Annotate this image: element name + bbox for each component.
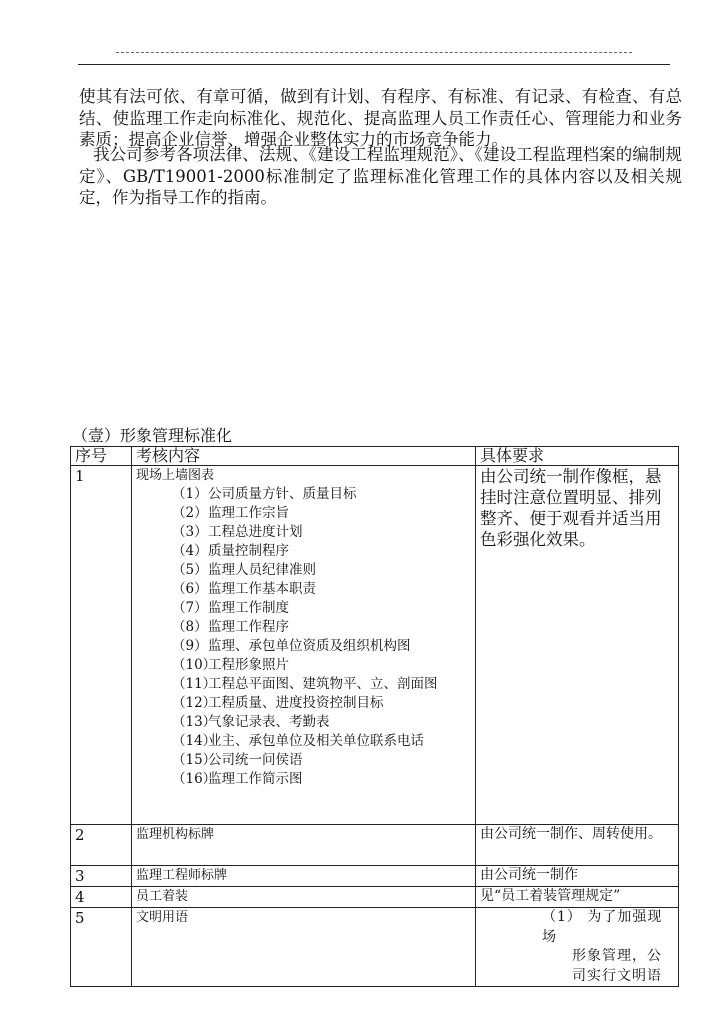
list-item: （10）工程形象照片 — [172, 657, 289, 673]
row-requirement: （1） 为了加强现场 形象管理，公 司实行文明语 — [476, 908, 679, 987]
standards-table — [70, 446, 679, 987]
header-requirement: 具体要求 — [476, 447, 679, 466]
row-number: 3 — [71, 866, 132, 887]
list-item: （15）公司统一问侯语 — [172, 752, 303, 768]
row-content: 员工着装 — [132, 887, 476, 908]
list-item: （7）监理工作制度 — [172, 600, 289, 616]
list-item: （9）监理、承包单位资质及组织机构图 — [172, 638, 411, 654]
row-requirement: 由公司统一制作、周转使用。 — [476, 825, 679, 866]
row-requirement: 见“员工着装管理规定” — [476, 887, 679, 908]
list-item: （16）监理工作简示图 — [172, 771, 303, 787]
table-header-row — [71, 447, 679, 466]
paragraph-intro: 使其有法可依、有章可循，做到有计划、有程序、有标准、有记录、有检查、有总结、使监理工作走向标准化、规范化、提高监理人员工作责任心、管理能力和业务素质；提高企业信誉、增强企业整体实力的市场竞争能力。 — [79, 87, 682, 149]
row-content: 监理工程师标牌 — [132, 866, 476, 887]
row-number: 1 — [71, 466, 132, 825]
table-row — [71, 466, 679, 825]
row-number: 4 — [71, 887, 132, 908]
header-seq: 序号 — [71, 447, 132, 466]
row-number: 5 — [71, 908, 132, 987]
header-dashed-line — [116, 52, 632, 53]
header-content: 考核内容 — [132, 447, 476, 466]
table-row — [71, 866, 679, 887]
row-number: 2 — [71, 825, 132, 866]
list-item: （1）公司质量方针、质量目标 — [172, 486, 357, 502]
list-item: （13）气象记录表、考勤表 — [172, 714, 330, 730]
row-requirement: 由公司统一制作 — [476, 866, 679, 887]
list-item: （4）质量控制程序 — [172, 543, 289, 559]
table-row — [71, 908, 679, 987]
list-item: （2）监理工作宗旨 — [172, 505, 289, 521]
list-item: （6）监理工作基本职责 — [172, 581, 316, 597]
paragraph-references: 我公司参考各项法律、法规、《建设工程监理规范》、《建设工程监理档案的编制规定》、GB/T19001-2000标准制定了监理标准化管理工作的具体内容以及相关规定，作为指导工作的指南。 — [79, 145, 682, 207]
list-item: （14）业主、承包单位及相关单位联系电话 — [172, 733, 424, 749]
list-item: （8）监理工作程序 — [172, 619, 289, 635]
header-rule — [78, 64, 670, 65]
wall-chart-list — [136, 485, 471, 789]
list-item: （12）工程质量、进度投资控制目标 — [172, 695, 384, 711]
row-content: 监理机构标牌 — [132, 825, 476, 866]
list-item: （11）工程总平面图、建筑物平、立、剖面图 — [172, 676, 438, 692]
row-content-title: 现场上墙图表 — [136, 468, 215, 483]
row-content — [132, 466, 476, 825]
row-requirement: 由公司统一制作像框，悬挂时注意位置明显、排列整齐、便于观看并适当用色彩强化效果。 — [476, 466, 679, 825]
table-row — [71, 825, 679, 866]
section-title: （壹）形象管理标准化 — [72, 426, 233, 445]
table-row — [71, 887, 679, 908]
row-content: 文明用语 — [132, 908, 476, 987]
list-item: （5）监理人员纪律准则 — [172, 562, 316, 578]
list-item: （3）工程总进度计划 — [172, 524, 303, 540]
